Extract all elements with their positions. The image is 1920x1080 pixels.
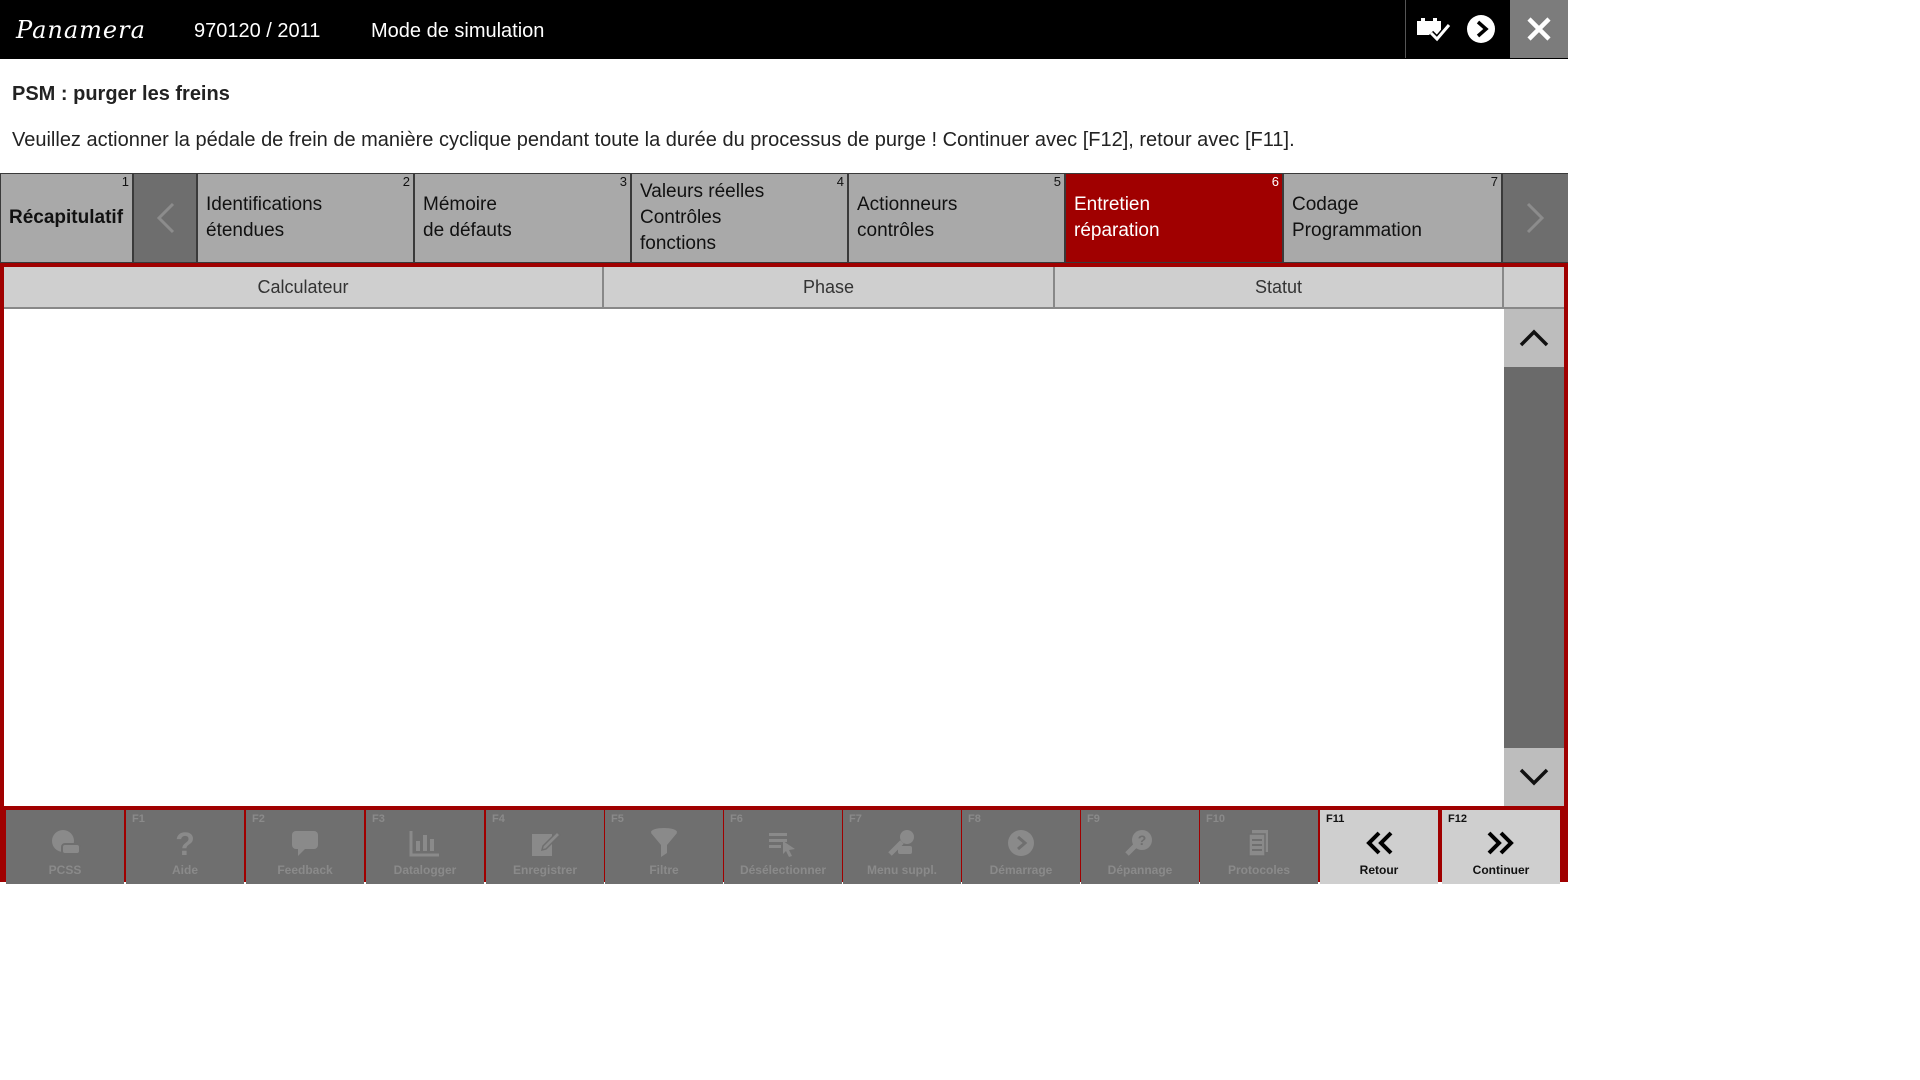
key-code: F10 — [1206, 813, 1225, 825]
tab-number: 4 — [836, 174, 844, 189]
help-icon — [126, 826, 244, 860]
key-label: Protocoles — [1227, 863, 1290, 877]
back-icon — [1320, 826, 1438, 860]
content-panel — [0, 263, 1568, 808]
key-code: F5 — [611, 813, 624, 825]
tab-summary[interactable] — [1, 174, 132, 262]
chevron-right-icon — [1524, 201, 1548, 235]
key-label: Désélectionner — [739, 863, 827, 877]
tab-label: Valeurs réelles Contrôles fonctions — [640, 181, 765, 254]
key-label: Filtre — [649, 863, 679, 877]
tab-actuator-tests[interactable] — [849, 174, 1064, 262]
deselect-icon — [724, 826, 842, 860]
tab-label: Identifications étendues — [206, 194, 323, 241]
troubleshoot-icon — [1081, 826, 1199, 860]
page-title: PSM : purger les freins — [12, 83, 230, 105]
tab-extended-identifications[interactable] — [198, 174, 413, 262]
pcss-button[interactable] — [6, 810, 124, 884]
key-label: Dépannage — [1107, 863, 1173, 877]
scroll-down-button[interactable] — [1504, 748, 1564, 806]
key-label: Démarrage — [989, 863, 1053, 877]
feedback-icon — [246, 826, 364, 860]
key-code: F4 — [492, 813, 505, 825]
play-icon[interactable] — [1456, 0, 1506, 58]
tab-fault-memory[interactable] — [415, 174, 630, 262]
function-key-bar — [0, 808, 1568, 882]
tab-maintenance-repair[interactable] — [1066, 174, 1282, 262]
datalogger-icon — [366, 826, 484, 860]
tabs-scroll-left-button[interactable] — [134, 174, 196, 262]
table-body — [4, 309, 1504, 806]
chevron-down-icon — [1519, 767, 1549, 787]
key-label: Aide — [171, 863, 198, 877]
key-label: PCSS — [48, 863, 82, 877]
column-header-phase[interactable]: Phase — [604, 267, 1055, 309]
extra-menu-button[interactable] — [843, 810, 961, 884]
key-label: Continuer — [1472, 863, 1530, 877]
key-code: F8 — [968, 813, 981, 825]
key-label: Feedback — [277, 863, 333, 877]
svg-text:?: ? — [175, 827, 195, 859]
datalogger-button[interactable] — [366, 810, 484, 884]
help-button[interactable] — [126, 810, 244, 884]
tab-label: Actionneurs contrôles — [857, 194, 958, 241]
pcss-icon — [6, 826, 124, 860]
continue-icon — [1442, 826, 1560, 860]
key-code: F12 — [1448, 813, 1467, 825]
column-header-statut[interactable]: Statut — [1055, 267, 1504, 309]
back-button[interactable] — [1320, 810, 1438, 884]
troubleshoot-button[interactable] — [1081, 810, 1199, 884]
tab-number: 3 — [619, 174, 627, 189]
key-code: F1 — [132, 813, 145, 825]
continue-button[interactable] — [1442, 810, 1560, 884]
close-button[interactable] — [1510, 0, 1568, 58]
column-header-spacer — [1504, 267, 1564, 309]
tab-number: 2 — [402, 174, 410, 189]
vehicle-code: 970120 / 2011 — [194, 20, 321, 42]
header-divider — [1405, 0, 1406, 58]
tab-number: 6 — [1271, 174, 1279, 189]
tab-number: 5 — [1053, 174, 1061, 189]
tab-label: Récapitulatif — [9, 207, 124, 228]
key-label: Enregistrer — [512, 863, 578, 877]
tab-bar — [0, 173, 1568, 263]
instruction-text: Veuillez actionner la pédale de frein de manière cyclique pendant toute la durée du processus de purge ! Continuer avec [F12], retour avec [F11]. — [12, 129, 1295, 151]
key-code: F6 — [730, 813, 743, 825]
start-icon — [962, 826, 1080, 860]
top-bar — [0, 0, 1568, 59]
protocols-icon — [1200, 826, 1318, 860]
protocols-button[interactable] — [1200, 810, 1318, 884]
key-label: Datalogger — [393, 863, 457, 877]
key-label: Menu suppl. — [867, 863, 937, 877]
battery-check-icon[interactable] — [1408, 0, 1458, 58]
svg-text:?: ? — [1137, 832, 1147, 848]
tab-label: Mémoire de défauts — [423, 194, 512, 241]
column-header-calculateur[interactable]: Calculateur — [4, 267, 604, 309]
key-code: F2 — [252, 813, 265, 825]
filter-button[interactable] — [605, 810, 723, 884]
tab-number: 7 — [1490, 174, 1498, 189]
tab-number: 1 — [121, 174, 129, 189]
save-icon — [486, 826, 604, 860]
chevron-left-icon — [153, 201, 177, 235]
scroll-up-button[interactable] — [1504, 309, 1564, 367]
key-code: F9 — [1087, 813, 1100, 825]
save-button[interactable] — [486, 810, 604, 884]
vehicle-logo: Panamera — [16, 16, 146, 44]
start-button[interactable] — [962, 810, 1080, 884]
filter-icon — [605, 826, 723, 860]
extra-menu-icon — [843, 826, 961, 860]
key-code: F11 — [1326, 813, 1345, 825]
tab-coding-programming[interactable] — [1284, 174, 1501, 262]
feedback-button[interactable] — [246, 810, 364, 884]
scrollbar-track[interactable] — [1504, 309, 1564, 806]
mode-label: Mode de simulation — [371, 20, 545, 42]
chevron-up-icon — [1519, 328, 1549, 348]
tab-actual-values[interactable] — [632, 174, 847, 262]
deselect-button[interactable] — [724, 810, 842, 884]
close-icon — [1526, 16, 1552, 42]
key-code: F3 — [372, 813, 385, 825]
tabs-scroll-right-button[interactable] — [1503, 174, 1568, 262]
tab-label: Codage Programmation — [1292, 194, 1422, 241]
tab-label: Entretien réparation — [1074, 194, 1160, 241]
key-label: Retour — [1359, 863, 1399, 877]
key-code: F7 — [849, 813, 862, 825]
